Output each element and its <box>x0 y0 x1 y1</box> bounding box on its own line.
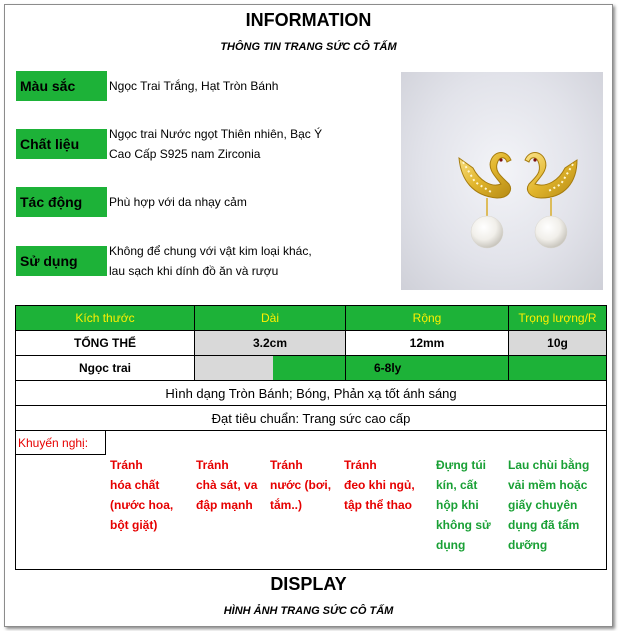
left-earring <box>459 153 511 249</box>
recommend-chemicals: Tránh hóa chất (nước hoa, bột giặt) <box>110 458 174 532</box>
recommend-water: Tránh nước (bơi, tắm..) <box>270 458 332 512</box>
spec-row-standard <box>16 406 607 431</box>
page-title: INFORMATION <box>245 10 372 30</box>
cell-overall-width: 12mm <box>346 331 509 356</box>
value-effect: Phù hợp với da nhạy cảm <box>109 195 247 209</box>
cell-pearl-size: 6-8ly <box>346 356 509 381</box>
recommend-label: Khuyến nghị: <box>16 431 106 455</box>
page-subtitle: THÔNG TIN TRANG SỨC CÔ TẤM <box>220 41 397 53</box>
recommend-cleaning: Lau chùi bằng vải mềm hoặc giấy chuyên dụng đã tẩm dưỡng <box>508 458 590 552</box>
recommend-sleep: Tránh đeo khi ngủ, tập thể thao <box>344 458 415 512</box>
header-width: Rộng <box>346 306 509 331</box>
header-weight: Trọng lượng/R <box>509 306 607 331</box>
cell-pearl-weight <box>509 356 607 381</box>
cell-shape: Hình dạng Tròn Bánh; Bóng, Phản xạ tốt ánh sáng <box>16 381 607 406</box>
recommend-impact: Tránh chà sát, va đập mạnh <box>196 458 258 512</box>
label-color: Màu sắc <box>16 71 107 101</box>
value-usage-line2: lau sạch khi dính đồ ăn và rượu <box>109 264 279 278</box>
product-photo <box>401 72 603 290</box>
spec-row-pearl <box>16 356 607 381</box>
cell-pearl-length <box>195 356 346 381</box>
header-length: Dài <box>195 306 346 331</box>
spec-row-overall <box>16 331 607 356</box>
recommend-storage: Đựng túi kín, cất hộp khi không sử dụng <box>436 458 491 552</box>
spec-header-row <box>16 306 607 331</box>
value-material <box>109 124 359 164</box>
display-title: DISPLAY <box>270 574 347 594</box>
spec-row-shape <box>16 381 607 406</box>
spec-row-recommend <box>16 431 607 570</box>
cell-pearl-label: Ngọc trai <box>16 356 195 381</box>
label-material: Chất liệu <box>16 129 107 159</box>
value-material-line2: Cao Cấp S925 nam Zirconia <box>109 147 261 161</box>
info-card <box>4 4 613 627</box>
swan-earrings-illustration <box>401 72 603 290</box>
cell-overall-weight: 10g <box>509 331 607 356</box>
label-usage: Sử dụng <box>16 246 107 276</box>
label-effect: Tác động <box>16 187 107 217</box>
right-earring <box>525 153 577 249</box>
value-color: Ngọc Trai Trắng, Hạt Tròn Bánh <box>109 79 279 93</box>
spec-table <box>15 305 607 570</box>
display-subtitle: HÌNH ẢNH TRANG SỨC CÔ TẤM <box>223 605 394 617</box>
header-size: Kích thước <box>16 306 195 331</box>
value-usage-line1: Không để chung với vật kim loại khác, <box>109 244 312 258</box>
cell-recommend <box>16 431 607 570</box>
cell-overall-label: TỔNG THỂ <box>16 331 195 356</box>
value-usage <box>109 241 359 281</box>
cell-standard: Đạt tiêu chuẩn: Trang sức cao cấp <box>16 406 607 431</box>
cell-overall-length: 3.2cm <box>195 331 346 356</box>
value-material-line1: Ngọc trai Nước ngọt Thiên nhiên, Bạc Ý <box>109 127 323 141</box>
